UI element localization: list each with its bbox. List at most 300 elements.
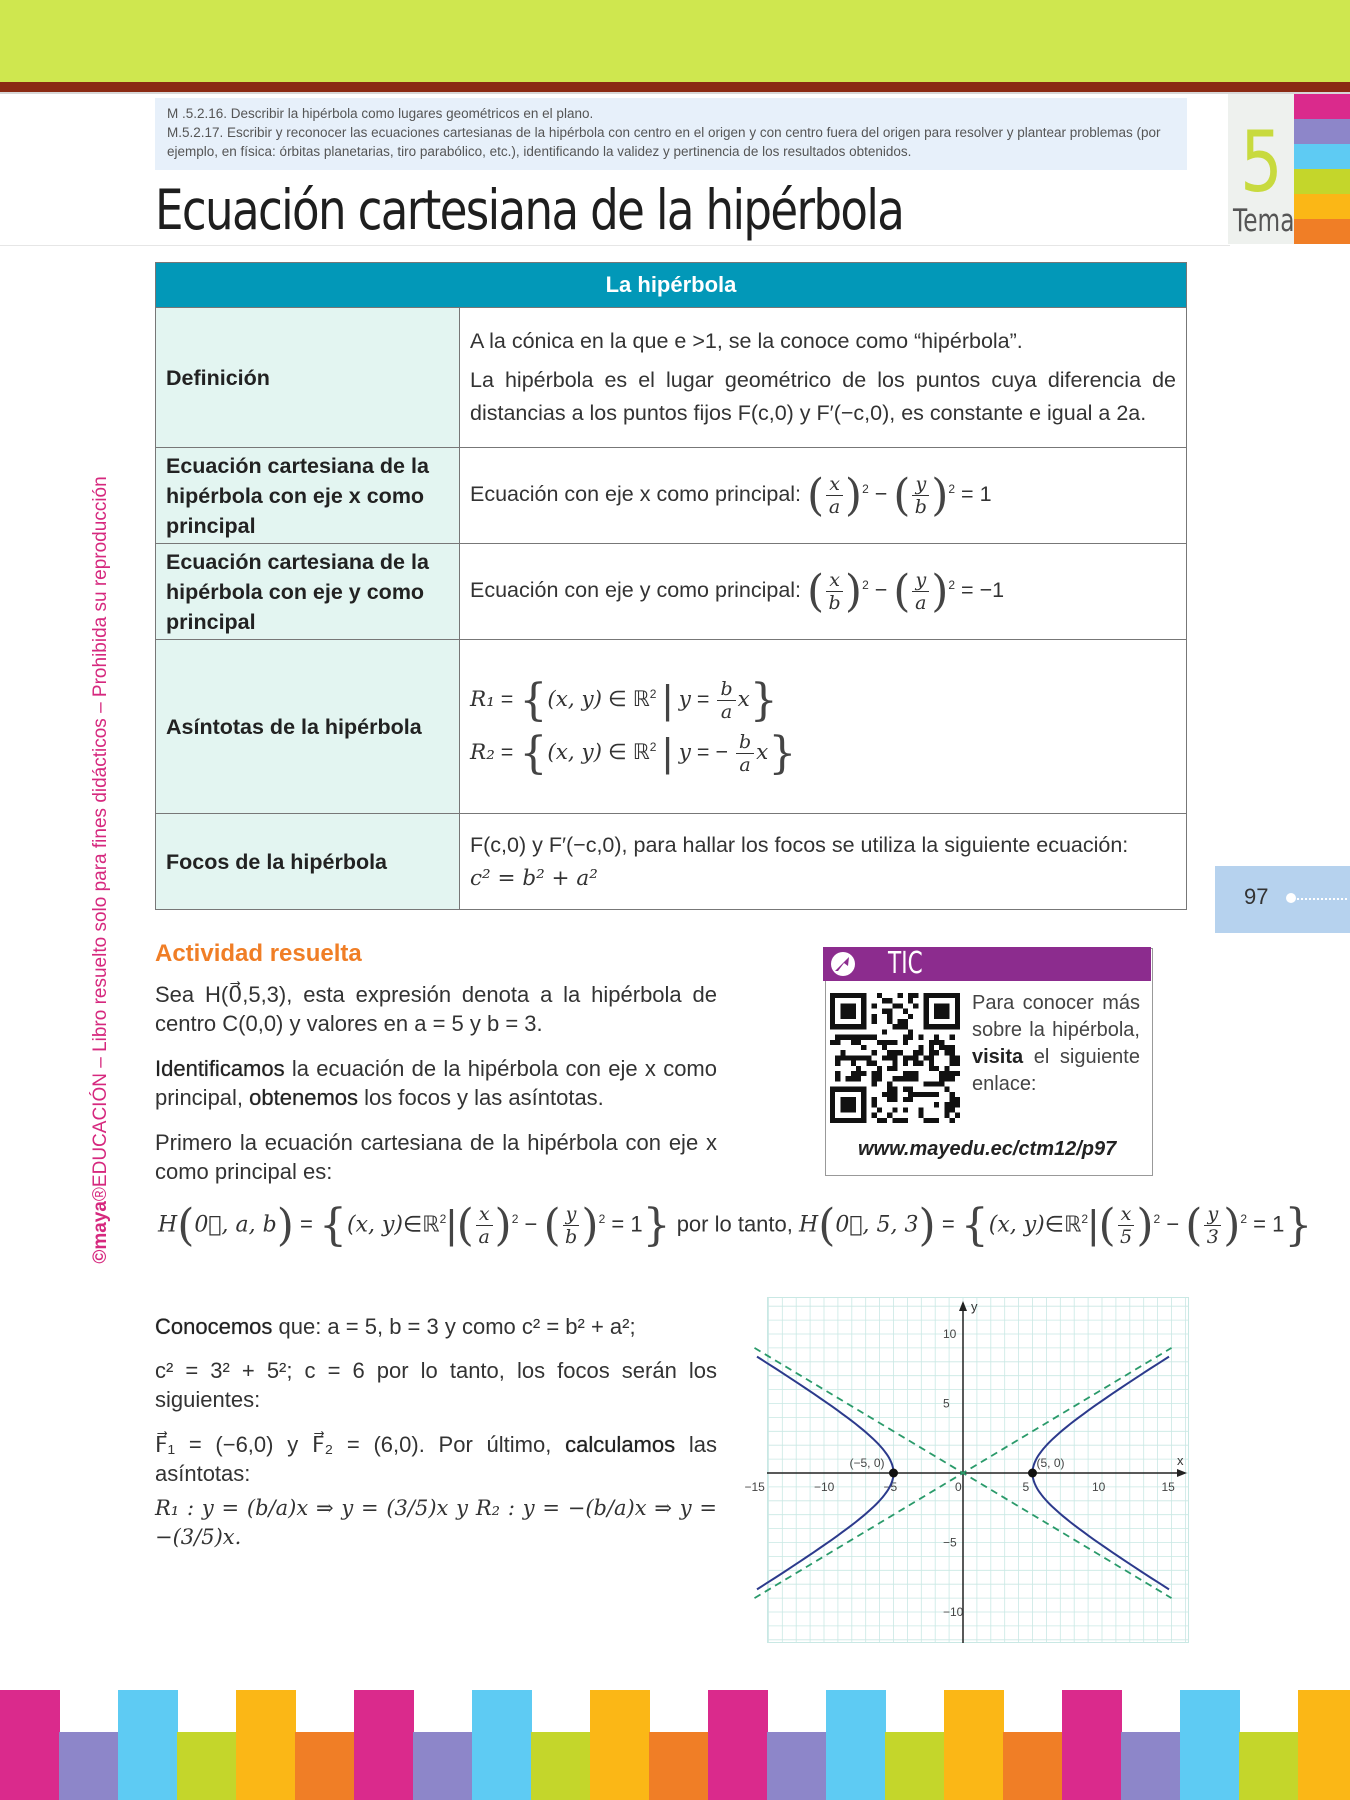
bottom-block bbox=[708, 1690, 768, 1800]
bottom-block bbox=[649, 1732, 709, 1800]
qr-module bbox=[851, 1040, 856, 1045]
qr-module bbox=[939, 1045, 944, 1050]
tic-text-1: Para conocer más sobre la hipérbola, bbox=[972, 992, 1140, 1041]
vertex-point bbox=[889, 1469, 898, 1478]
qr-module bbox=[872, 1113, 877, 1118]
qr-module bbox=[944, 1107, 949, 1112]
eq-y-cell: Ecuación con eje y como principal: ( $\frac{x}{b}$ )$^2$ − ( $\frac{y}{a}$ )$^2$ = −1 bbox=[460, 544, 1187, 640]
qr-module bbox=[872, 1061, 877, 1066]
qr-module bbox=[929, 1066, 934, 1071]
bottom-block bbox=[1062, 1690, 1122, 1800]
qr-module bbox=[929, 1061, 934, 1066]
p2-text-1: la ecuación de la hipérbola con eje x como principal, bbox=[155, 1056, 717, 1110]
bold-obtenemos: obtenemos bbox=[249, 1085, 359, 1110]
qr-module bbox=[924, 1081, 929, 1086]
definition-cell bbox=[460, 308, 1187, 448]
qr-module bbox=[918, 1092, 923, 1097]
qr-module bbox=[913, 1092, 918, 1097]
bottom-block bbox=[1121, 1732, 1181, 1800]
qr-module bbox=[918, 1061, 923, 1066]
bottom-block bbox=[885, 1732, 945, 1800]
definition-label: Definición bbox=[156, 308, 460, 448]
definition-line-2: La hipérbola es el lugar geométrico de los puntos cuya diferencia de distancias a los puntos fijos F(c,0) y F′(−c,0), es constante e igual a 2a. bbox=[470, 368, 1176, 425]
tic-link[interactable]: www.mayedu.ec/ctm12/p97 bbox=[858, 1138, 1117, 1160]
copyright-notice: ®EDUCACIÓN – Libro resuelto solo para fines didácticos – Prohibida su reproducción bbox=[90, 476, 111, 1202]
top-color-band bbox=[0, 0, 1350, 82]
qr-module bbox=[892, 1097, 897, 1102]
bottom-block bbox=[236, 1690, 296, 1800]
qr-module bbox=[866, 1061, 871, 1066]
qr-module bbox=[913, 993, 918, 998]
qr-module bbox=[882, 1040, 887, 1045]
qr-module bbox=[950, 1035, 955, 1040]
qr-module bbox=[918, 1045, 923, 1050]
qr-module bbox=[898, 1050, 903, 1055]
qr-module bbox=[939, 1040, 944, 1045]
qr-module bbox=[877, 1076, 882, 1081]
title-rule bbox=[0, 245, 1230, 246]
bottom-block bbox=[59, 1732, 119, 1800]
qr-module bbox=[830, 1040, 835, 1045]
qr-module bbox=[887, 1019, 892, 1024]
bottom-block bbox=[767, 1732, 827, 1800]
qr-module bbox=[903, 1035, 908, 1040]
qr-module bbox=[908, 1055, 913, 1060]
bottom-block bbox=[1298, 1690, 1350, 1800]
qr-module bbox=[898, 1003, 903, 1008]
qr-module bbox=[877, 1107, 882, 1112]
x-axis-label: x bbox=[1177, 1453, 1184, 1468]
tic-label: TIC bbox=[888, 946, 923, 981]
qr-module bbox=[908, 998, 913, 1003]
qr-module bbox=[939, 1071, 944, 1076]
table-row bbox=[156, 308, 1187, 448]
bold-conocemos: Conocemos bbox=[155, 1314, 273, 1339]
qr-module bbox=[903, 1118, 908, 1123]
qr-module bbox=[872, 1081, 877, 1086]
qr-module bbox=[882, 1045, 887, 1050]
foci-label: Focos de la hipérbola bbox=[156, 814, 460, 910]
qr-module bbox=[903, 1107, 908, 1112]
qr-module bbox=[913, 1055, 918, 1060]
qr-module bbox=[898, 1076, 903, 1081]
bold-calculamos: calculamos bbox=[565, 1432, 676, 1457]
qr-module bbox=[934, 1035, 939, 1040]
bold-identificamos: Identificamos bbox=[155, 1056, 285, 1081]
qr-module bbox=[887, 1081, 892, 1086]
qr-module bbox=[939, 1081, 944, 1086]
qr-module bbox=[872, 1102, 877, 1107]
qr-module bbox=[934, 1066, 939, 1071]
qr-module bbox=[851, 1035, 856, 1040]
side-strip bbox=[1294, 144, 1350, 169]
qr-module bbox=[934, 1040, 939, 1045]
x-tick-label: 5 bbox=[1022, 1480, 1030, 1494]
brand-name: ©maya bbox=[90, 1201, 111, 1264]
qr-module bbox=[929, 1081, 934, 1086]
tic-text-2: el siguiente enlace: bbox=[972, 1046, 1140, 1095]
qr-module bbox=[929, 1045, 934, 1050]
qr-module bbox=[872, 1076, 877, 1081]
qr-module bbox=[856, 1066, 861, 1071]
table-row bbox=[156, 814, 1187, 910]
qr-module bbox=[877, 1040, 882, 1045]
side-strip bbox=[1294, 119, 1350, 144]
qr-module bbox=[877, 1071, 882, 1076]
activity-paragraph-6 bbox=[155, 1430, 717, 1488]
objective-2: M.5.2.17. Escribir y reconocer las ecuaciones cartesianas de la hipérbola con centro en el origen y con centro fuera del origen para resolver y plantear problemas (por ejemplo, en física: órbitas planetarias, tiro parabólico, etc.), identificando la validez y pertinencia de los resultados obtenidos. bbox=[167, 125, 1161, 159]
qr-module bbox=[851, 1076, 856, 1081]
bottom-block bbox=[177, 1732, 237, 1800]
side-copyright-text bbox=[90, 476, 112, 1263]
vertex-label: (−5, 0) bbox=[849, 1456, 885, 1470]
bottom-block bbox=[1239, 1732, 1299, 1800]
qr-module bbox=[898, 1024, 903, 1029]
qr-module bbox=[918, 1050, 923, 1055]
eq-x-cell: Ecuación con eje x como principal: ( $\frac{x}{a}$ )$^2$ − ( $\frac{y}{b}$ )$^2$ = 1 bbox=[460, 448, 1187, 544]
x-tick-label: 0 bbox=[955, 1480, 962, 1494]
qr-module bbox=[950, 1092, 955, 1097]
side-strip bbox=[1294, 169, 1350, 194]
qr-module bbox=[955, 1113, 960, 1118]
qr-module bbox=[903, 1019, 908, 1024]
qr-module bbox=[908, 1035, 913, 1040]
x-tick-label: 15 bbox=[1161, 1480, 1175, 1494]
bottom-block bbox=[295, 1732, 355, 1800]
qr-module bbox=[887, 1014, 892, 1019]
qr-module bbox=[861, 1045, 866, 1050]
qr-module bbox=[872, 1035, 877, 1040]
qr-module bbox=[872, 1014, 877, 1019]
qr-module bbox=[877, 1118, 882, 1123]
qr-module bbox=[892, 1118, 897, 1123]
qr-module bbox=[835, 1071, 840, 1076]
qr-module bbox=[950, 1061, 955, 1066]
bottom-block bbox=[472, 1690, 532, 1800]
qr-module bbox=[892, 1050, 897, 1055]
table-header: La hipérbola bbox=[156, 263, 1187, 308]
side-strip bbox=[1294, 219, 1350, 244]
qr-module bbox=[934, 1081, 939, 1086]
qr-module bbox=[903, 1040, 908, 1045]
side-strip bbox=[1294, 94, 1350, 119]
tema-number: 5 bbox=[1240, 113, 1283, 211]
qr-module bbox=[898, 1019, 903, 1024]
definition-line-1: A la cónica en la que e >1, se la conoce como “hipérbola”. bbox=[470, 329, 1023, 353]
qr-module bbox=[908, 1076, 913, 1081]
y-axis-label: y bbox=[971, 1299, 978, 1314]
table-row bbox=[156, 640, 1187, 814]
qr-module bbox=[908, 1071, 913, 1076]
curriculum-objectives bbox=[155, 98, 1187, 170]
qr-module bbox=[882, 1009, 887, 1014]
eq-x-label: Ecuación cartesiana de la hipérbola con eje x como principal bbox=[156, 448, 460, 544]
qr-module bbox=[903, 1097, 908, 1102]
eq-y-result: = −1 bbox=[961, 578, 1005, 603]
qr-module bbox=[918, 1035, 923, 1040]
eq-y-label: Ecuación cartesiana de la hipérbola con eje y como principal bbox=[156, 544, 460, 640]
qr-module bbox=[950, 1055, 955, 1060]
qr-module bbox=[950, 1118, 955, 1123]
p2-text-2: los focos y las asíntotas. bbox=[358, 1085, 604, 1110]
qr-module bbox=[856, 1076, 861, 1081]
qr-module bbox=[887, 1009, 892, 1014]
tic-header bbox=[823, 947, 1151, 981]
x-tick-label: 10 bbox=[1092, 1480, 1106, 1494]
qr-module bbox=[856, 1035, 861, 1040]
qr-module bbox=[903, 1061, 908, 1066]
qr-module bbox=[944, 1102, 949, 1107]
bottom-block bbox=[1180, 1690, 1240, 1800]
qr-module bbox=[929, 1040, 934, 1045]
tema-label: Tema bbox=[1233, 203, 1295, 239]
activity-paragraph-5: c² = 3² + 5²; c = 6 por lo tanto, los focos serán los siguientes: bbox=[155, 1358, 717, 1412]
qr-module bbox=[887, 1087, 892, 1092]
qr-module bbox=[955, 1097, 960, 1102]
objective-1: M .5.2.16. Describir la hipérbola como lugares geométricos en el plano. bbox=[167, 106, 594, 121]
asymptotes-label: Asíntotas de la hipérbola bbox=[156, 640, 460, 814]
x-tick-label: −10 bbox=[814, 1480, 835, 1494]
page-number: 97 bbox=[1244, 884, 1269, 909]
qr-module bbox=[840, 1050, 845, 1055]
qr-module bbox=[908, 993, 913, 998]
qr-module bbox=[950, 1071, 955, 1076]
qr-module bbox=[866, 1055, 871, 1060]
qr-module bbox=[892, 1040, 897, 1045]
bottom-color-band bbox=[0, 1690, 1350, 1800]
qr-module bbox=[882, 1092, 887, 1097]
qr-module bbox=[835, 1035, 840, 1040]
qr-module bbox=[913, 1050, 918, 1055]
qr-module bbox=[929, 1118, 934, 1123]
qr-module bbox=[929, 1055, 934, 1060]
qr-module bbox=[929, 1050, 934, 1055]
qr-module bbox=[866, 1035, 871, 1040]
hyperbola-table bbox=[155, 262, 1187, 910]
tic-text bbox=[972, 990, 1140, 1098]
activity-title: Actividad resuelta bbox=[155, 940, 362, 967]
qr-module bbox=[887, 998, 892, 1003]
qr-module bbox=[908, 1029, 913, 1034]
qr-module bbox=[950, 1045, 955, 1050]
qr-module bbox=[903, 1024, 908, 1029]
qr-module bbox=[955, 1071, 960, 1076]
qr-module bbox=[934, 1092, 939, 1097]
qr-module bbox=[950, 1076, 955, 1081]
qr-module bbox=[851, 1061, 856, 1066]
qr-module bbox=[892, 1066, 897, 1071]
foci-line-2: c² = b² + a² bbox=[470, 865, 598, 891]
hyperbola-graph bbox=[744, 1297, 1189, 1643]
bottom-block bbox=[531, 1732, 591, 1800]
qr-module bbox=[913, 1071, 918, 1076]
qr-module bbox=[861, 1055, 866, 1060]
bottom-block bbox=[944, 1690, 1004, 1800]
activity-paragraph-2 bbox=[155, 1054, 717, 1112]
p6-text-2: las asíntotas: bbox=[155, 1432, 717, 1486]
qr-module bbox=[892, 1061, 897, 1066]
qr-module bbox=[934, 1102, 939, 1107]
qr-module bbox=[918, 1113, 923, 1118]
qr-finder bbox=[934, 1003, 950, 1019]
qr-module bbox=[913, 1003, 918, 1008]
qr-module bbox=[950, 1102, 955, 1107]
activity-paragraph-1: Sea H(0⃗,5,3), esta expresión denota a la hipérbola de centro C(0,0) y valores en a = 5 y b = 3. bbox=[155, 982, 717, 1036]
qr-module bbox=[908, 1087, 913, 1092]
qr-module bbox=[872, 1003, 877, 1008]
qr-module bbox=[882, 1118, 887, 1123]
asymptote-r2-name: R₂ bbox=[470, 739, 495, 765]
qr-module bbox=[846, 1076, 851, 1081]
qr-module bbox=[835, 1040, 840, 1045]
qr-module bbox=[840, 1055, 845, 1060]
qr-module bbox=[887, 1092, 892, 1097]
page-dots bbox=[1292, 898, 1347, 900]
qr-module bbox=[846, 1035, 851, 1040]
foci-line-1: F(c,0) y F′(−c,0), para hallar los focos se utiliza la siguiente ecuación: bbox=[470, 832, 1129, 857]
eq-x-result: = 1 bbox=[961, 482, 992, 507]
qr-module bbox=[872, 1071, 877, 1076]
bottom-block bbox=[1003, 1732, 1063, 1800]
y-tick-label: −10 bbox=[943, 1605, 964, 1619]
activity-paragraph-4 bbox=[155, 1312, 717, 1341]
qr-module bbox=[950, 1107, 955, 1112]
qr-module bbox=[892, 1024, 897, 1029]
y-tick-label: −5 bbox=[943, 1535, 957, 1550]
qr-module bbox=[903, 1087, 908, 1092]
qr-module bbox=[877, 1066, 882, 1071]
qr-module bbox=[903, 1076, 908, 1081]
qr-module bbox=[861, 1071, 866, 1076]
qr-module bbox=[955, 1061, 960, 1066]
qr-module bbox=[913, 1076, 918, 1081]
qr-module bbox=[955, 1055, 960, 1060]
top-rule-light bbox=[0, 92, 1350, 94]
qr-module bbox=[851, 1071, 856, 1076]
asymptote-r1-name: R₁ bbox=[470, 686, 495, 712]
qr-module bbox=[944, 1087, 949, 1092]
activity-paragraph-3: Primero la ecuación cartesiana de la hipérbola con eje x como principal es: bbox=[155, 1130, 717, 1184]
qr-module bbox=[944, 1076, 949, 1081]
qr-module bbox=[929, 1092, 934, 1097]
qr-module bbox=[924, 1118, 929, 1123]
qr-module bbox=[944, 1071, 949, 1076]
qr-module bbox=[892, 1087, 897, 1092]
bottom-block bbox=[413, 1732, 473, 1800]
qr-module bbox=[887, 1066, 892, 1071]
qr-module bbox=[903, 1071, 908, 1076]
qr-module bbox=[887, 1055, 892, 1060]
page-title: Ecuación cartesiana de la hipérbola bbox=[155, 178, 904, 242]
qr-module bbox=[861, 1035, 866, 1040]
eq-x-text: Ecuación con eje x como principal: bbox=[470, 482, 802, 507]
qr-module bbox=[835, 1076, 840, 1081]
qr-module bbox=[856, 1055, 861, 1060]
qr-module bbox=[944, 1113, 949, 1118]
qr-module bbox=[887, 1097, 892, 1102]
vertex-label: (5, 0) bbox=[1036, 1456, 1065, 1470]
table-row bbox=[156, 448, 1187, 544]
bottom-block bbox=[0, 1690, 60, 1800]
qr-module bbox=[908, 1097, 913, 1102]
qr-module bbox=[872, 1050, 877, 1055]
qr-module bbox=[950, 1050, 955, 1055]
bottom-block bbox=[354, 1690, 414, 1800]
side-strip bbox=[1294, 194, 1350, 219]
qr-module bbox=[944, 1045, 949, 1050]
qr-module bbox=[918, 1107, 923, 1112]
qr-module bbox=[872, 1097, 877, 1102]
tic-bold-visita: visita bbox=[972, 1046, 1024, 1068]
qr-module bbox=[872, 1019, 877, 1024]
qr-module bbox=[892, 1092, 897, 1097]
qr-module bbox=[934, 1118, 939, 1123]
qr-module bbox=[892, 1076, 897, 1081]
y-tick-label: 5 bbox=[943, 1396, 950, 1411]
qr-module bbox=[887, 1050, 892, 1055]
qr-module bbox=[898, 1118, 903, 1123]
qr-module bbox=[955, 1102, 960, 1107]
p4-text: que: a = 5, b = 3 y como c² = b² + a²; bbox=[272, 1314, 636, 1339]
qr-module bbox=[840, 1035, 845, 1040]
qr-module bbox=[882, 1055, 887, 1060]
qr-finder bbox=[840, 1003, 856, 1019]
table-row bbox=[156, 544, 1187, 640]
cursor-arrow-icon bbox=[828, 950, 858, 978]
qr-module bbox=[924, 1055, 929, 1060]
qr-code[interactable] bbox=[830, 993, 960, 1123]
qr-module bbox=[877, 993, 882, 998]
qr-module bbox=[892, 1055, 897, 1060]
asymptotes-cell: R₁ = {(x, y) ∈ ℝ$^2$ | y = $\frac{b}{a}$ x} R₂ = {(x, y) ∈ ℝ$^2$ | y = − $\frac{b}{a}$ x} bbox=[460, 640, 1187, 814]
top-rule bbox=[0, 82, 1350, 92]
qr-module bbox=[882, 998, 887, 1003]
qr-module bbox=[944, 1066, 949, 1071]
hyperbola-set-equation: H(0⃗, a, b) = {(x, y)∈ℝ$^2$|( $\frac{x}{a}$ )$^2$ − ( $\frac{y}{b}$ )$^2$ = 1} por lo tanto, H(0⃗, 5, 3) = {(x, y)∈ℝ$^2$|( $\frac{x}{5}$ )$^2$ − ( $\frac{y}{3}$ )$^2$ = 1} bbox=[158, 1200, 1313, 1251]
bottom-block bbox=[826, 1690, 886, 1800]
p6-text-1: F⃗₁ = (−6,0) y F⃗₂ = (6,0). Por último, bbox=[155, 1432, 566, 1457]
qr-module bbox=[903, 1055, 908, 1060]
qr-finder bbox=[840, 1097, 856, 1113]
qr-module bbox=[944, 1050, 949, 1055]
x-tick-label: −15 bbox=[744, 1480, 765, 1494]
qr-module bbox=[908, 1092, 913, 1097]
qr-module bbox=[887, 1040, 892, 1045]
qr-module bbox=[934, 1050, 939, 1055]
y-tick-label: 10 bbox=[943, 1327, 957, 1341]
qr-module bbox=[950, 1097, 955, 1102]
x-tick-label: −5 bbox=[883, 1480, 898, 1494]
qr-module bbox=[882, 1029, 887, 1034]
bottom-block bbox=[118, 1690, 178, 1800]
qr-module bbox=[835, 1061, 840, 1066]
qr-module bbox=[939, 1076, 944, 1081]
qr-module bbox=[887, 1113, 892, 1118]
graph-bg bbox=[767, 1297, 1189, 1643]
eq-line-mid: por lo tanto, bbox=[676, 1211, 793, 1237]
qr-module bbox=[924, 1092, 929, 1097]
qr-module bbox=[908, 1014, 913, 1019]
qr-module bbox=[856, 1040, 861, 1045]
qr-module bbox=[892, 1107, 897, 1112]
qr-module bbox=[892, 1003, 897, 1008]
activity-paragraph-7: R₁ : y = (b/a)x ⇒ y = (3/5)x y R₂ : y = −(b/a)x ⇒ y = −(3/5)x. bbox=[155, 1496, 717, 1549]
qr-module bbox=[903, 1009, 908, 1014]
qr-module bbox=[835, 1055, 840, 1060]
eq-y-text: Ecuación con eje y como principal: bbox=[470, 578, 802, 603]
qr-module bbox=[851, 1055, 856, 1060]
foci-cell bbox=[460, 814, 1187, 910]
